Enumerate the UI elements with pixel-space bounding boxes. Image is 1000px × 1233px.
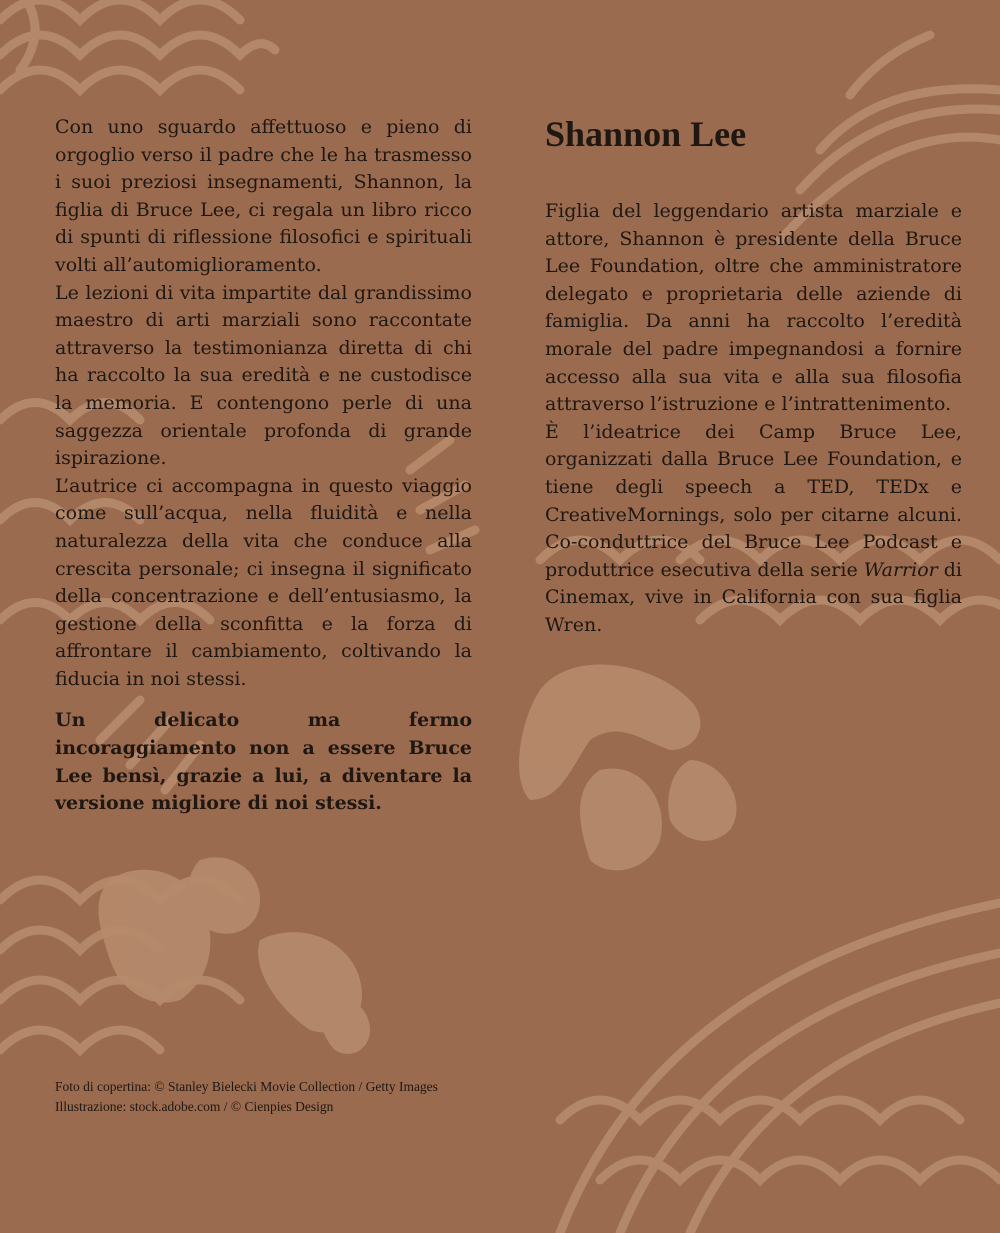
synopsis-paragraph: Con uno sguardo affettuoso e pieno di orgoglio verso il padre che le ha trasmesso i suoi preziosi insegnamenti, Shannon, la figlia di Bruce Lee, ci regala un libro ricco di spunti di riflessione filosofici e spirituali volti all’automiglioramento. (55, 116, 472, 276)
author-bio (545, 110, 962, 640)
bio-paragraph (545, 419, 962, 640)
bio-paragraph: Figlia del leggendario artista marziale e attore, Shannon è presidente della Bruce Lee Foundation, oltre che amministratore delegato e proprietaria delle aziende di famiglia. Da anni ha raccolto l’eredità morale del padre impegnandosi a fornire accesso alla sua vita e alla sua filosofia attraverso l’istruzione e l’intrattenimento. (545, 200, 962, 416)
synopsis-paragraph: Le lezioni di vita impartite dal grandissimo maestro di arti marziali sono raccontate attraverso la testimonianza diretta di chi ha raccolto la sua eredità e ne custodisce la memoria. E contengono perle di una saggezza orientale profonda di grande ispirazione. (55, 281, 472, 470)
author-name: Shannon Lee (545, 114, 747, 154)
bio-text: di Cinemax, vive in California con sua figlia Wren. (545, 558, 963, 636)
book-synopsis (55, 114, 472, 818)
cover-photo-credit: Foto di copertina: © Stanley Bielecki Movie Collection / Getty Images (55, 1079, 438, 1094)
synopsis-closing: Un delicato ma fermo incoraggiamento non a essere Bruce Lee bensì, grazie a lui, a diventare la versione migliore di noi stessi. (55, 709, 472, 815)
bio-text: È l’ideatrice dei Camp Bruce Lee, organizzati dalla Bruce Lee Foundation, e tiene degli speech a TED, TEDx e CreativeMornings, solo per citarne alcuni. Co-conduttrice del Bruce Lee Podcast e produttrice esecutiva della serie (545, 420, 962, 581)
series-title: Warrior (863, 558, 938, 581)
image-credits (55, 1077, 485, 1117)
illustration-credit: Illustrazione: stock.adobe.com / © Cienpies Design (55, 1099, 334, 1114)
synopsis-paragraph: L’autrice ci accompagna in questo viaggio come sull’acqua, nella fluidità e nella naturalezza della vita che conduce alla crescita personale; ci insegna il significato della concentrazione e dell’entusiasmo, la gestione della sconfitta e la forza di affrontare il cambiamento, coltivando la fiducia in noi stessi. (55, 474, 472, 690)
